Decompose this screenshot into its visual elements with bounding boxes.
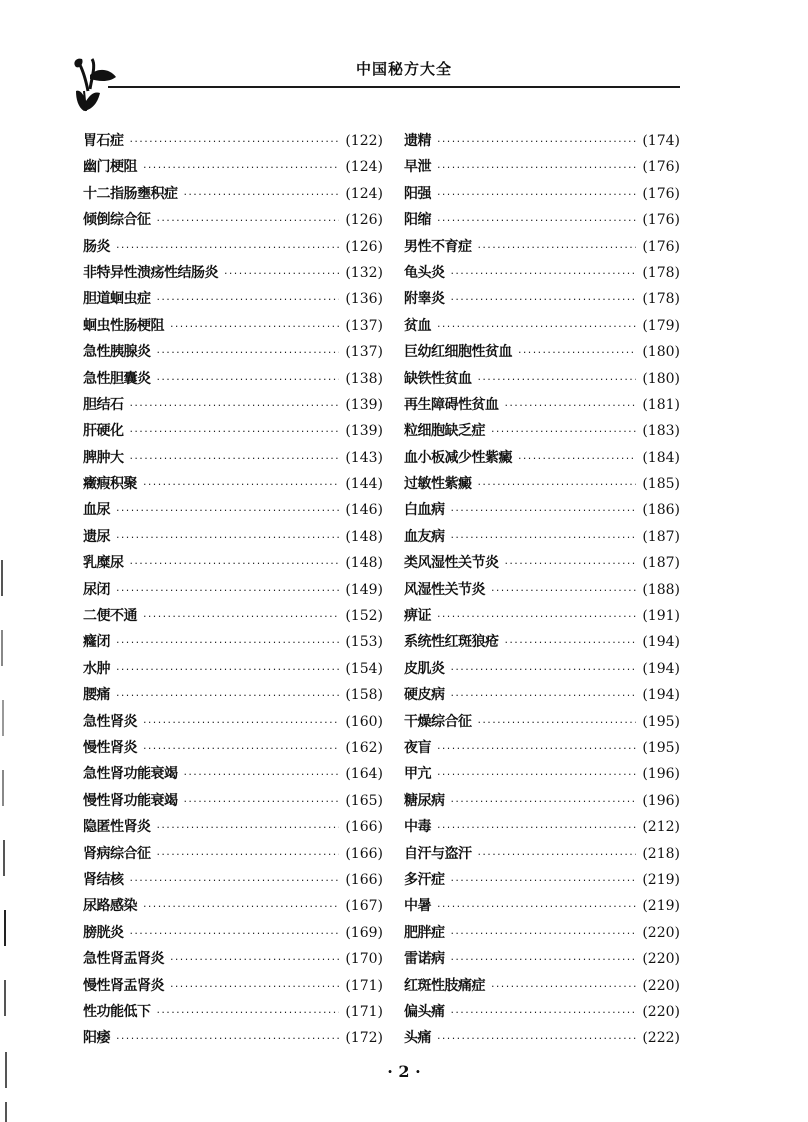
toc-entry-page: (126) xyxy=(345,238,383,255)
toc-entry-page: (139) xyxy=(345,396,383,413)
header-rule xyxy=(108,86,680,88)
dot-leader xyxy=(478,472,637,498)
toc-entry[interactable] xyxy=(83,814,383,840)
toc-entry-page: (176) xyxy=(642,159,680,176)
toc-entry-page: (191) xyxy=(642,608,680,625)
toc-entry-title: 十二指肠壅积症 xyxy=(83,185,178,202)
toc-entry[interactable] xyxy=(404,128,680,154)
dot-leader xyxy=(437,894,636,920)
toc-entry-title: 急性胰腺炎 xyxy=(83,344,151,361)
toc-entry-page: (194) xyxy=(642,634,680,651)
toc-entry-page: (195) xyxy=(642,713,680,730)
toc-entry-page: (187) xyxy=(642,528,680,545)
toc-entry-title: 肾结核 xyxy=(83,871,124,888)
toc-entry[interactable] xyxy=(83,418,383,444)
toc-entry-title: 夜盲 xyxy=(404,739,431,756)
dot-leader xyxy=(505,551,637,577)
toc-entry-page: (139) xyxy=(345,423,383,440)
toc-entry-title: 红斑性肢痛症 xyxy=(404,977,485,994)
toc-entry[interactable] xyxy=(83,1025,383,1051)
toc-entry-title: 肥胖症 xyxy=(404,924,445,941)
toc-entry-title: 粒细胞缺乏症 xyxy=(404,423,485,440)
toc-entry[interactable] xyxy=(404,946,680,972)
toc-entry-page: (166) xyxy=(345,871,383,888)
toc-entry-title: 头痛 xyxy=(404,1030,431,1047)
toc-entry[interactable] xyxy=(83,999,383,1025)
dot-leader xyxy=(143,604,339,630)
toc-entry-page: (166) xyxy=(345,819,383,836)
toc-entry-page: (219) xyxy=(642,898,680,915)
toc-entry-page: (186) xyxy=(642,502,680,519)
scan-edge-mark xyxy=(2,700,4,736)
toc-entry[interactable] xyxy=(83,260,383,286)
toc-entry-title: 类风湿性关节炎 xyxy=(404,555,499,572)
toc-entry-title: 倾倒综合征 xyxy=(83,212,151,229)
dot-leader xyxy=(184,182,340,208)
dot-leader xyxy=(143,155,339,181)
toc-entry[interactable] xyxy=(404,313,680,339)
toc-entry-title: 血小板减少性紫癜 xyxy=(404,449,512,466)
toc-entry[interactable] xyxy=(404,260,680,286)
dot-leader xyxy=(130,868,340,894)
toc-entry-page: (124) xyxy=(345,159,383,176)
dot-leader xyxy=(478,842,637,868)
dot-leader xyxy=(224,261,339,287)
toc-entry-page: (171) xyxy=(345,1003,383,1020)
toc-entry-title: 二便不通 xyxy=(83,608,137,625)
toc-entry[interactable] xyxy=(404,577,680,603)
toc-entry-title: 癥瘕积聚 xyxy=(83,476,137,493)
toc-entry[interactable] xyxy=(404,339,680,365)
toc-entry-page: (170) xyxy=(345,951,383,968)
toc-entry-page: (194) xyxy=(642,687,680,704)
dot-leader xyxy=(143,736,339,762)
toc-entry-page: (176) xyxy=(642,185,680,202)
dot-leader xyxy=(437,314,636,340)
toc-entry[interactable] xyxy=(83,497,383,523)
toc-entry-title: 遗尿 xyxy=(83,528,110,545)
toc-entry[interactable] xyxy=(404,761,680,787)
dot-leader xyxy=(116,657,339,683)
toc-entry-page: (195) xyxy=(642,739,680,756)
dot-leader xyxy=(451,683,637,709)
toc-entry-page: (137) xyxy=(345,317,383,334)
toc-entry-page: (183) xyxy=(642,423,680,440)
toc-entry-title: 尿闭 xyxy=(83,581,110,598)
toc-entry-title: 痹证 xyxy=(404,608,431,625)
scan-edge-mark xyxy=(3,840,5,876)
toc-entry-title: 乳糜尿 xyxy=(83,555,124,572)
toc-entry-title: 阳痿 xyxy=(83,1030,110,1047)
toc-entry-title: 肝硬化 xyxy=(83,423,124,440)
toc-entry-page: (138) xyxy=(345,370,383,387)
toc-entry-page: (176) xyxy=(642,238,680,255)
toc-entry-page: (137) xyxy=(345,344,383,361)
toc-entry-page: (180) xyxy=(642,370,680,387)
toc-entry-page: (165) xyxy=(345,792,383,809)
toc-entry[interactable] xyxy=(404,814,680,840)
toc-entry-page: (220) xyxy=(642,951,680,968)
toc-entry[interactable] xyxy=(83,761,383,787)
toc-entry-page: (171) xyxy=(345,977,383,994)
toc-entry-page: (143) xyxy=(345,449,383,466)
page-number: · 2 · xyxy=(387,1062,421,1081)
dot-leader xyxy=(437,182,636,208)
dot-leader xyxy=(451,921,637,947)
toc-entry-title: 男性不育症 xyxy=(404,238,472,255)
dot-leader xyxy=(518,446,636,472)
toc-entry-page: (149) xyxy=(345,581,383,598)
toc-entry[interactable] xyxy=(404,1025,680,1051)
toc-entry-title: 幽门梗阻 xyxy=(83,159,137,176)
book-title-header: 中国秘方大全 xyxy=(355,60,452,78)
toc-entry[interactable] xyxy=(83,867,383,893)
toc-entry-page: (188) xyxy=(642,581,680,598)
toc-entry-title: 甲亢 xyxy=(404,766,431,783)
toc-entry-title: 巨幼红细胞性贫血 xyxy=(404,344,512,361)
toc-entry-title: 血友病 xyxy=(404,528,445,545)
toc-entry[interactable] xyxy=(404,181,680,207)
toc-entry-title: 贫血 xyxy=(404,317,431,334)
toc-entry[interactable] xyxy=(83,154,383,180)
dot-leader xyxy=(143,472,339,498)
toc-entry[interactable] xyxy=(404,841,680,867)
toc-entry-title: 偏头痛 xyxy=(404,1003,445,1020)
dot-leader xyxy=(451,657,637,683)
dot-leader xyxy=(157,1000,340,1026)
toc-entry[interactable] xyxy=(83,366,383,392)
toc-entry-title: 附睾炎 xyxy=(404,291,445,308)
dot-leader xyxy=(130,921,340,947)
toc-entry-title: 阳缩 xyxy=(404,212,431,229)
dot-leader xyxy=(157,842,340,868)
dot-leader xyxy=(505,630,637,656)
toc-entry-title: 白血病 xyxy=(404,502,445,519)
scan-edge-mark xyxy=(5,1052,7,1088)
toc-entry-page: (187) xyxy=(642,555,680,572)
dot-leader xyxy=(437,736,636,762)
toc-entry-title: 自汗与盗汗 xyxy=(404,845,472,862)
toc-entry-title: 早泄 xyxy=(404,159,431,176)
toc-entry[interactable] xyxy=(404,656,680,682)
dot-leader xyxy=(437,762,636,788)
dot-leader xyxy=(437,815,636,841)
dot-leader xyxy=(130,393,340,419)
scan-edge-mark xyxy=(2,770,4,806)
toc-entry[interactable] xyxy=(83,392,383,418)
toc-entry[interactable] xyxy=(404,234,680,260)
dot-leader xyxy=(170,947,339,973)
toc-entry[interactable] xyxy=(83,313,383,339)
dot-leader xyxy=(157,340,340,366)
scan-edge-mark xyxy=(1,630,3,666)
toc-entry-page: (136) xyxy=(345,291,383,308)
toc-entry-title: 慢性肾盂肾炎 xyxy=(83,977,164,994)
dot-leader xyxy=(130,446,340,472)
dot-leader xyxy=(116,1026,339,1052)
toc-entry-page: (179) xyxy=(642,317,680,334)
toc-entry[interactable] xyxy=(83,973,383,999)
toc-entry[interactable] xyxy=(83,577,383,603)
toc-entry-title: 尿路感染 xyxy=(83,898,137,915)
dot-leader xyxy=(116,683,339,709)
dot-leader xyxy=(184,762,340,788)
toc-entry-page: (184) xyxy=(642,449,680,466)
toc-entry[interactable] xyxy=(404,920,680,946)
toc-entry-title: 腰痛 xyxy=(83,687,110,704)
toc-entry-page: (144) xyxy=(345,476,383,493)
dot-leader xyxy=(478,235,637,261)
toc-entry-title: 血尿 xyxy=(83,502,110,519)
toc-entry-title: 慢性肾炎 xyxy=(83,739,137,756)
toc-entry-title: 缺铁性贫血 xyxy=(404,370,472,387)
dot-leader xyxy=(478,367,637,393)
toc-entry-title: 肠炎 xyxy=(83,238,110,255)
dot-leader xyxy=(157,367,340,393)
dot-leader xyxy=(143,710,339,736)
toc-entry[interactable] xyxy=(83,603,383,629)
toc-entry[interactable] xyxy=(404,418,680,444)
toc-entry-page: (185) xyxy=(642,476,680,493)
toc-entry[interactable] xyxy=(83,181,383,207)
dot-leader xyxy=(170,314,339,340)
dot-leader xyxy=(157,208,340,234)
toc-entry[interactable] xyxy=(404,524,680,550)
toc-entry[interactable] xyxy=(83,550,383,576)
toc-entry-page: (180) xyxy=(642,344,680,361)
toc-entry-page: (162) xyxy=(345,739,383,756)
toc-entry-page: (174) xyxy=(642,133,680,149)
toc-entry[interactable] xyxy=(83,946,383,972)
dot-leader xyxy=(437,1026,636,1052)
toc-entry-page: (148) xyxy=(345,528,383,545)
toc-entry-page: (164) xyxy=(345,766,383,783)
toc-entry-title: 肾病综合征 xyxy=(83,845,151,862)
toc-right-column xyxy=(404,128,680,1052)
toc-entry-page: (153) xyxy=(345,634,383,651)
toc-entry[interactable] xyxy=(83,656,383,682)
dot-leader xyxy=(116,578,339,604)
dot-leader xyxy=(184,789,340,815)
toc-entry[interactable] xyxy=(83,339,383,365)
dot-leader xyxy=(437,155,636,181)
toc-entry-title: 中暑 xyxy=(404,898,431,915)
toc-entry-title: 干燥综合征 xyxy=(404,713,472,730)
toc-entry-page: (122) xyxy=(345,133,383,149)
dot-leader xyxy=(157,815,340,841)
toc-entry-page: (160) xyxy=(345,713,383,730)
toc-entry[interactable] xyxy=(404,497,680,523)
toc-entry-page: (196) xyxy=(642,766,680,783)
toc-entry-title: 慢性肾功能衰竭 xyxy=(83,792,178,809)
toc-entry[interactable] xyxy=(404,445,680,471)
toc-entry-page: (158) xyxy=(345,687,383,704)
toc-entry-page: (154) xyxy=(345,660,383,677)
toc-entry-title: 中毒 xyxy=(404,819,431,836)
toc-entry[interactable] xyxy=(404,682,680,708)
toc-entry[interactable] xyxy=(83,788,383,814)
dot-leader xyxy=(451,947,637,973)
toc-entry[interactable] xyxy=(404,286,680,312)
toc-entry[interactable] xyxy=(404,392,680,418)
toc-entry-title: 遗精 xyxy=(404,133,431,149)
toc-entry-page: (132) xyxy=(345,264,383,281)
scan-edge-mark xyxy=(5,1102,7,1122)
dot-leader xyxy=(157,287,340,313)
toc-entry[interactable] xyxy=(404,207,680,233)
dot-leader xyxy=(437,129,636,155)
toc-entry[interactable] xyxy=(83,682,383,708)
toc-entry[interactable] xyxy=(404,999,680,1025)
toc-entry-page: (176) xyxy=(642,212,680,229)
toc-entry-page: (124) xyxy=(345,185,383,202)
dot-leader xyxy=(116,498,339,524)
toc-entry-page: (220) xyxy=(642,1003,680,1020)
toc-entry-page: (212) xyxy=(642,819,680,836)
dot-leader xyxy=(437,604,636,630)
toc-entry-page: (222) xyxy=(642,1030,680,1047)
toc-entry-page: (218) xyxy=(642,845,680,862)
toc-entry-title: 糖尿病 xyxy=(404,792,445,809)
toc-entry-page: (220) xyxy=(642,924,680,941)
toc-entry-page: (178) xyxy=(642,291,680,308)
dot-leader xyxy=(505,393,637,419)
toc-entry-title: 皮肌炎 xyxy=(404,660,445,677)
toc-entry-page: (181) xyxy=(642,396,680,413)
toc-entry-page: (152) xyxy=(345,608,383,625)
toc-entry-title: 急性肾功能衰竭 xyxy=(83,766,178,783)
toc-entry-title: 性功能低下 xyxy=(83,1003,151,1020)
toc-entry-title: 非特异性溃疡性结肠炎 xyxy=(83,264,218,281)
toc-entry-page: (178) xyxy=(642,264,680,281)
dot-leader xyxy=(478,710,637,736)
dot-leader xyxy=(491,419,636,445)
dot-leader xyxy=(451,261,637,287)
toc-entry-page: (166) xyxy=(345,845,383,862)
toc-entry-title: 脾肿大 xyxy=(83,449,124,466)
toc-entry-title: 系统性红斑狼疮 xyxy=(404,634,499,651)
toc-entry-page: (219) xyxy=(642,871,680,888)
dot-leader xyxy=(451,287,637,313)
dot-leader xyxy=(130,129,340,155)
toc-entry[interactable] xyxy=(404,735,680,761)
dot-leader xyxy=(437,208,636,234)
dot-leader xyxy=(130,419,340,445)
toc-entry-title: 胃石症 xyxy=(83,133,124,149)
toc-entry[interactable] xyxy=(83,207,383,233)
toc-entry[interactable] xyxy=(83,128,383,154)
dot-leader xyxy=(451,498,637,524)
toc-entry[interactable] xyxy=(83,841,383,867)
dot-leader xyxy=(451,789,637,815)
toc-entry-title: 胆结石 xyxy=(83,396,124,413)
toc-entry-page: (126) xyxy=(345,212,383,229)
toc-entry[interactable] xyxy=(404,709,680,735)
toc-entry-title: 多汗症 xyxy=(404,871,445,888)
dot-leader xyxy=(116,235,339,261)
toc-entry[interactable] xyxy=(83,524,383,550)
dot-leader xyxy=(518,340,636,366)
dot-leader xyxy=(170,974,339,1000)
toc-entry[interactable] xyxy=(83,893,383,919)
toc-entry-title: 水肿 xyxy=(83,660,110,677)
toc-entry-page: (167) xyxy=(345,898,383,915)
dot-leader xyxy=(143,894,339,920)
toc-entry-title: 胆道蛔虫症 xyxy=(83,291,151,308)
toc-entry-title: 蛔虫性肠梗阻 xyxy=(83,317,164,334)
toc-entry[interactable] xyxy=(83,920,383,946)
toc-entry[interactable] xyxy=(404,471,680,497)
dot-leader xyxy=(491,974,636,1000)
scan-edge-mark xyxy=(4,910,6,946)
toc-entry[interactable] xyxy=(83,735,383,761)
toc-entry-page: (146) xyxy=(345,502,383,519)
toc-entry[interactable] xyxy=(404,154,680,180)
dot-leader xyxy=(116,525,339,551)
toc-entry[interactable] xyxy=(404,366,680,392)
toc-entry-title: 癃闭 xyxy=(83,634,110,651)
dot-leader xyxy=(451,868,637,894)
toc-entry-title: 急性肾炎 xyxy=(83,713,137,730)
scan-edge-mark xyxy=(4,980,6,1016)
toc-entry-title: 雷诺病 xyxy=(404,951,445,968)
toc-entry-title: 膀胱炎 xyxy=(83,924,124,941)
toc-entry-title: 风湿性关节炎 xyxy=(404,581,485,598)
toc-entry[interactable] xyxy=(83,629,383,655)
toc-entry-title: 急性肾盂肾炎 xyxy=(83,951,164,968)
toc-entry-page: (148) xyxy=(345,555,383,572)
toc-entry-title: 再生障碍性贫血 xyxy=(404,396,499,413)
toc-entry-title: 隐匿性肾炎 xyxy=(83,819,151,836)
toc-entry[interactable] xyxy=(404,550,680,576)
toc-entry[interactable] xyxy=(404,893,680,919)
toc-entry[interactable] xyxy=(404,788,680,814)
toc-entry[interactable] xyxy=(83,445,383,471)
scan-edge-mark xyxy=(1,560,3,596)
toc-entry-page: (196) xyxy=(642,792,680,809)
dot-leader xyxy=(491,578,636,604)
toc-entry[interactable] xyxy=(83,234,383,260)
dot-leader xyxy=(116,630,339,656)
toc-entry-title: 龟头炎 xyxy=(404,264,445,281)
dot-leader xyxy=(130,551,340,577)
toc-entry[interactable] xyxy=(404,629,680,655)
toc-entry-title: 阳强 xyxy=(404,185,431,202)
dot-leader xyxy=(451,525,637,551)
toc-entry[interactable] xyxy=(83,286,383,312)
toc-entry[interactable] xyxy=(83,709,383,735)
toc-entry[interactable] xyxy=(404,867,680,893)
toc-entry[interactable] xyxy=(404,603,680,629)
toc-entry-title: 急性胆囊炎 xyxy=(83,370,151,387)
toc-left-column xyxy=(83,128,383,1052)
toc-entry-title: 过敏性紫癜 xyxy=(404,476,472,493)
toc-entry-page: (169) xyxy=(345,924,383,941)
toc-entry-page: (220) xyxy=(642,977,680,994)
toc-entry-title: 硬皮病 xyxy=(404,687,445,704)
toc-entry-page: (194) xyxy=(642,660,680,677)
toc-entry[interactable] xyxy=(404,973,680,999)
dot-leader xyxy=(451,1000,637,1026)
toc-entry[interactable] xyxy=(83,471,383,497)
toc-entry-page: (172) xyxy=(345,1030,383,1047)
